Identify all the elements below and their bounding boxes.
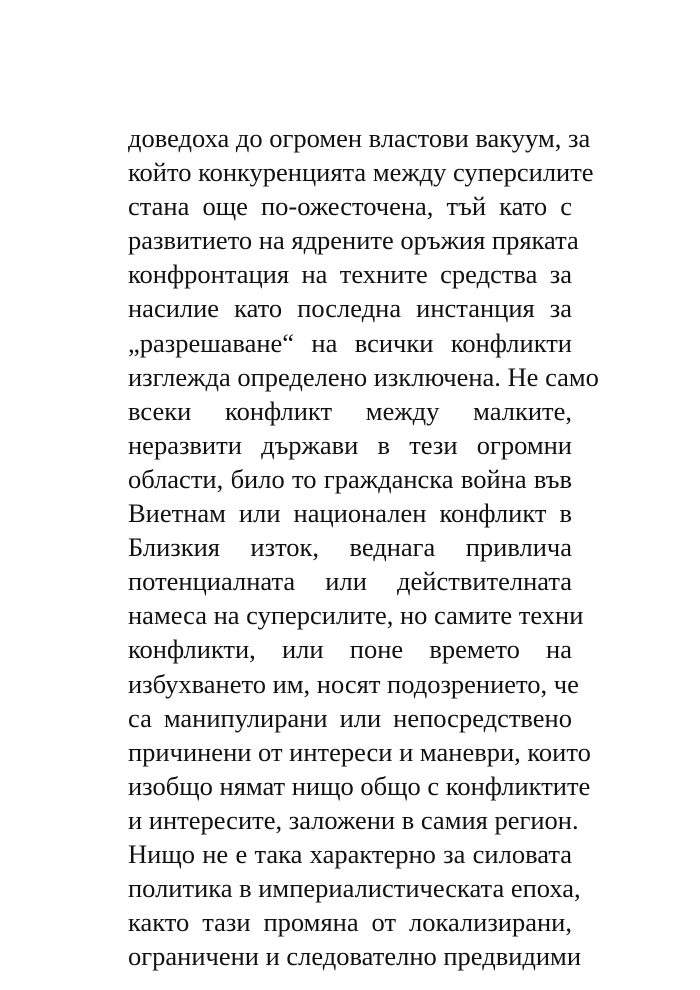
text-line: изобщо нямат нищо общо с конфликтите <box>128 770 591 801</box>
text-line: всеки конфликт между малките, <box>128 395 572 426</box>
text-line: причинени от интереси и маневри, които <box>128 736 591 767</box>
text-line: „разрешаване“ на всички конфликти <box>128 327 572 358</box>
text-line: който конкуренцията между суперсилите <box>128 157 594 188</box>
text-line: доведоха до огромен властови вакуум, за <box>128 123 591 153</box>
text-line: конфликти, или поне времето на <box>128 634 572 665</box>
text-line: Виетнам или национален конфликт в <box>128 498 572 529</box>
text-line: са манипулирани или непосредствено <box>128 702 572 733</box>
text-line: конфронтация на техните средства за <box>128 259 572 290</box>
text-line: намеса на суперсилите, но самите техни <box>128 600 584 631</box>
body-text <box>128 121 599 973</box>
text-line: развитието на ядрените оръжия пряката <box>128 225 579 256</box>
text-line: области, било то гражданска война във <box>128 463 572 494</box>
text-line: потенциалната или действителната <box>128 566 572 597</box>
text-line: насилие като последна инстанция за <box>128 293 572 324</box>
text-line: и интересите, заложени в самия регион. <box>128 804 579 835</box>
text-line: както тази промяна от локализирани, <box>128 907 572 938</box>
text-line: изглежда определено изключена. Не само <box>128 361 599 392</box>
text-line: неразвити държави в тези огромни <box>128 429 572 460</box>
text-line: избухването им, носят подозрението, че <box>128 668 579 699</box>
text-line: Нищо не е така характерно за силовата <box>128 838 572 869</box>
text-line: политика в империалистическата епоха, <box>128 873 581 904</box>
text-line: ограничени и следователно предвидими <box>128 941 582 972</box>
text-line: Близкия изток, веднага привлича <box>128 532 572 563</box>
text-line: стана още по-ожесточена, тъй като с <box>128 191 572 222</box>
